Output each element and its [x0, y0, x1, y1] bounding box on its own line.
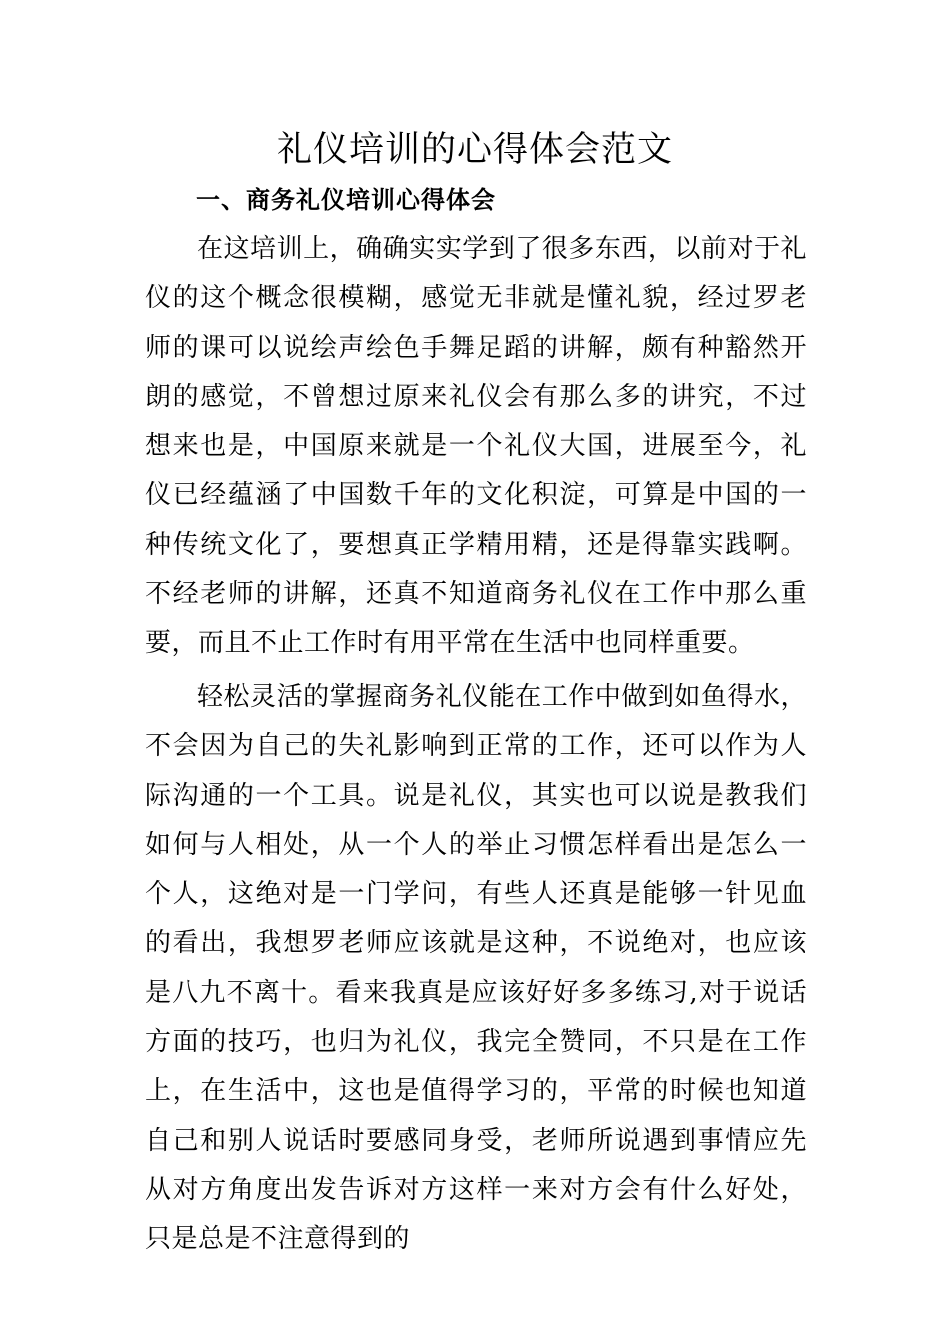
body-paragraph [145, 225, 807, 669]
section-heading: 一、商务礼仪培训心得体会 [196, 185, 496, 214]
document-title: 礼仪培训的心得体会范文 [276, 130, 673, 170]
body-paragraph [145, 673, 807, 1265]
paragraph-text: 在这培训上，确确实实学到了很多东西，以前对于礼仪的这个概念很模糊，感觉无非就是懂礼貌，经过罗老师的课可以说绘声绘色手舞足蹈的讲解，颇有种豁然开朗的感觉，不曾想过原来礼仪会有那么多的讲究，不过想来也是，中国原来就是一个礼仪大国，进展至今，礼仪已经蕴涵了中国数千年的文化积淀，可算是中国的一种传统文化了，要想真正学精用精，还是得靠实践啊。不经老师的讲解，还真不知道商务礼仪在工作中那么重要，而且不止工作时有用平常在生活中也同样重要。 [145, 234, 807, 659]
paragraph-text: 轻松灵活的掌握商务礼仪能在工作中做到如鱼得水，不会因为自己的失礼影响到正常的工作，还可以作为人际沟通的一个工具。说是礼仪，其实也可以说是教我们如何与人相处，从一个人的举止习惯怎样看出是怎么一个人，这绝对是一门学问，有些人还真是能够一针见血的看出，我想罗老师应该就是这种，不说绝对，也应该是八九不离十。看来我真是应该好好多多练习,对于说话方面的技巧，也归为礼仪，我完全赞同，不只是在工作上，在生活中，这也是值得学习的，平常的时候也知道自己和别人说话时要感同身受，老师所说遇到事情应先从对方角度出发告诉对方这样一来对方会有什么好处，只是总是不注意得到的 [145, 682, 807, 1255]
